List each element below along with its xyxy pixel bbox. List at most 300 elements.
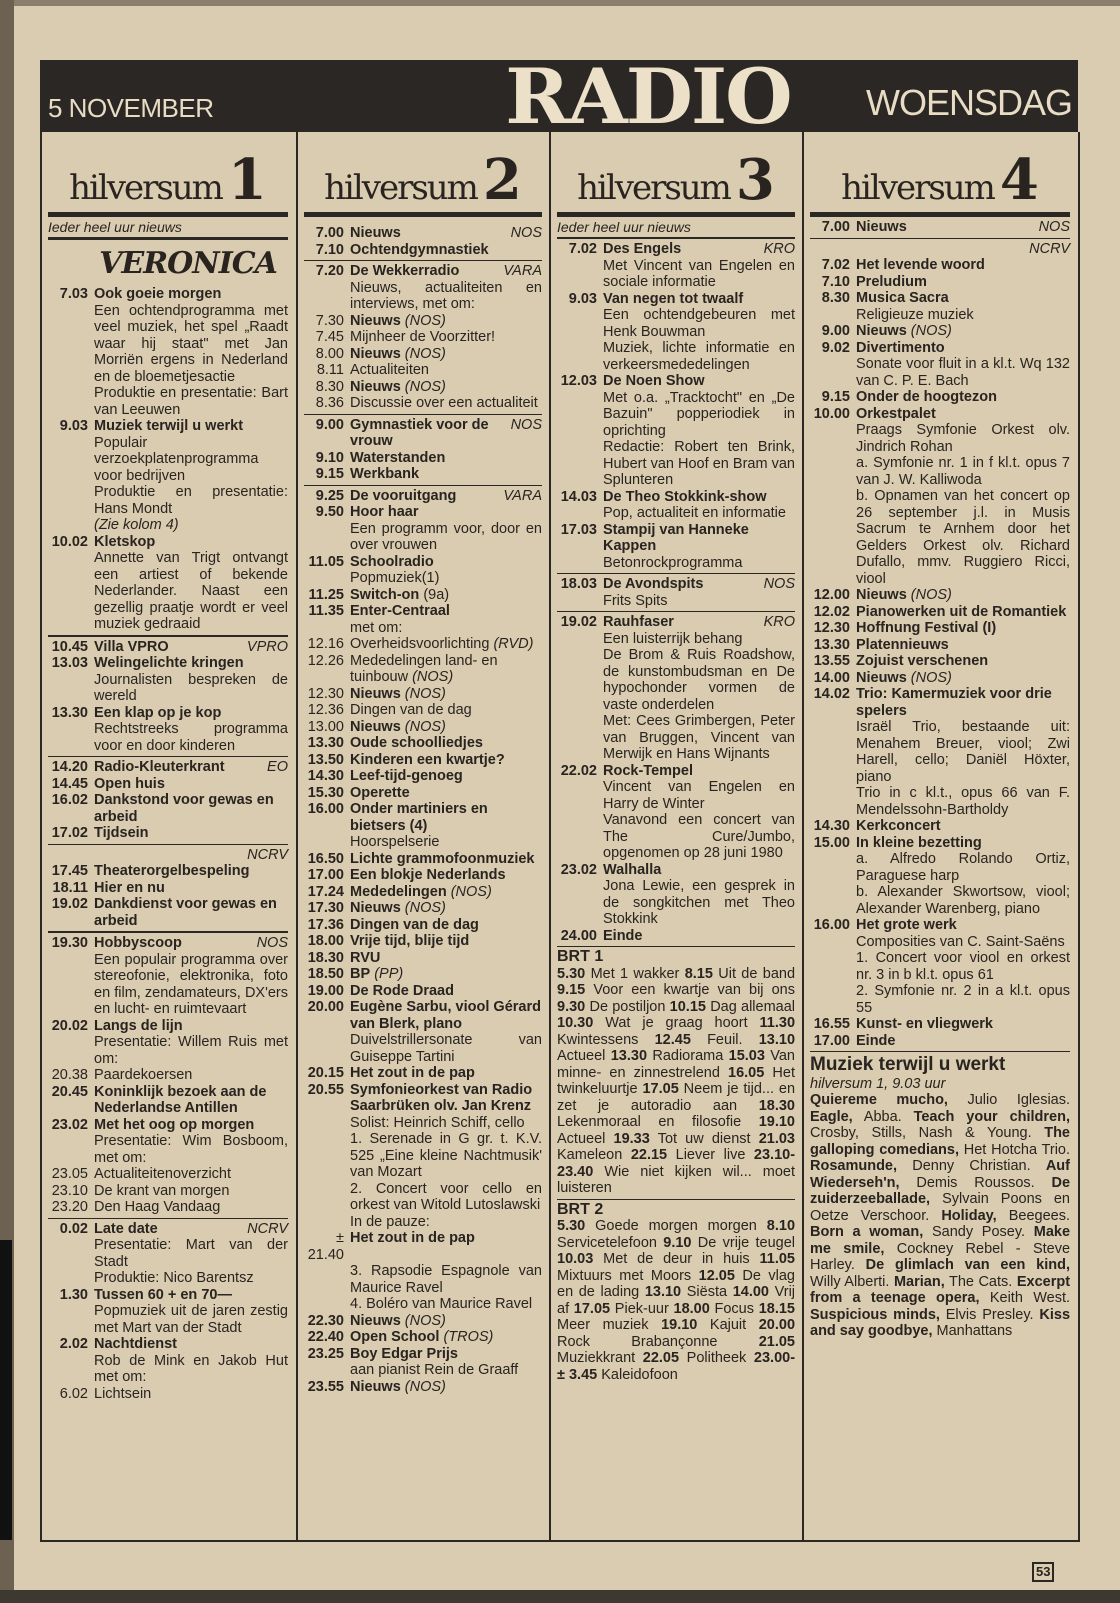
program-description: Duivelstrillersonate van Guiseppe Tartini — [350, 1032, 542, 1065]
program-description: Presentatie: Wim Bosboom, met om: — [94, 1133, 288, 1166]
program-title: Mijnheer de Voorzitter! — [350, 329, 496, 345]
brt-time: 22.05 — [642, 1350, 680, 1366]
program-description: Israël Trio, bestaande uit: Menahem Breuer, viool; Zwi Harell, cello; Daniël Höxter, piano — [856, 719, 1070, 785]
program-body — [856, 587, 1070, 604]
program-description: Muziek, lichte informatie en verkeersmededelingen — [603, 340, 795, 373]
program-broadcaster: (PP) — [374, 966, 404, 982]
program-time: 20.55 — [307, 1081, 344, 1098]
program-row — [304, 242, 542, 259]
program-body — [350, 851, 542, 868]
program-time: 2.02 — [59, 1336, 88, 1352]
box-heading: Muziek terwijl u werkt — [810, 1054, 1006, 1075]
program-time: 18.11 — [52, 879, 88, 896]
program-row — [48, 1067, 288, 1084]
brt-program: Actueel — [557, 1130, 606, 1147]
program-time: 9.15 — [315, 466, 344, 482]
program-broadcaster: (NOS) — [910, 669, 952, 686]
program-body — [94, 385, 288, 418]
program-body — [94, 776, 288, 793]
program-title: Hier en nu — [94, 879, 165, 896]
program-title: Villa VPRO — [94, 638, 169, 655]
broadcaster-label: NOS — [256, 935, 288, 951]
brt-program: Politheek — [686, 1350, 747, 1366]
song-artist: Keith West. — [989, 1290, 1070, 1306]
program-row — [48, 759, 288, 776]
program-body — [350, 225, 542, 242]
program-row — [810, 587, 1070, 604]
program-row — [810, 670, 1070, 687]
brt-program: Kwintessens — [557, 1031, 639, 1048]
program-time: 19.02 — [560, 614, 597, 630]
station-name: hilversum — [577, 168, 730, 208]
program-row — [810, 1016, 1070, 1033]
program-time: 23.20 — [51, 1199, 88, 1215]
program-body — [350, 263, 542, 313]
program-body — [350, 362, 542, 379]
program-time: 22.30 — [307, 1312, 344, 1329]
program-body — [94, 792, 288, 825]
brt-program: Vrij af — [557, 1284, 796, 1317]
brt-program: De vlag en de lading — [557, 1267, 796, 1300]
broadcaster-label: NOS — [510, 225, 542, 241]
program-time: 18.03 — [560, 576, 597, 592]
program-broadcaster: (TROS) — [443, 1329, 494, 1345]
program-body — [94, 534, 288, 633]
program-row — [48, 896, 288, 929]
program-title: Orkestpalet — [856, 405, 936, 422]
program-broadcaster: (NOS) — [412, 669, 454, 685]
program-body — [350, 867, 542, 884]
program-time: 7.30 — [315, 312, 344, 329]
program-title: Langs de lijn — [94, 1017, 183, 1034]
program-body — [856, 455, 1070, 488]
program-time: 12.03 — [560, 373, 597, 389]
program-body — [94, 1117, 288, 1167]
program-body — [350, 636, 542, 653]
program-time — [304, 1131, 350, 1181]
program-time: 20.38 — [51, 1067, 88, 1083]
program-time: 17.30 — [307, 900, 344, 916]
program-row — [810, 604, 1070, 621]
program-time: 14.30 — [813, 818, 850, 834]
song-title: Teach your children, — [913, 1108, 1070, 1125]
broadcaster-label: NOS — [763, 576, 795, 592]
program-row — [48, 418, 288, 484]
program-title: Onder martiniers en bietsers (4) — [350, 801, 488, 834]
broadcaster-label: NCRV — [1029, 240, 1070, 257]
program-title: Oude schoolliedjes — [350, 735, 483, 751]
program-body — [856, 290, 1070, 323]
program-body — [350, 504, 542, 554]
program-row — [557, 340, 795, 373]
program-broadcaster: (NOS) — [404, 312, 446, 329]
program-body — [603, 489, 795, 522]
program-time: ± 21.40 — [307, 1230, 344, 1263]
program-time: 12.26 — [307, 652, 344, 669]
program-body — [350, 768, 542, 785]
program-description: Populair verzoekplatenprogramma voor bedrijven — [94, 434, 259, 484]
program-row — [557, 812, 795, 862]
song-artist: Sylvain Poons en Oetze Verschoor. — [810, 1191, 1071, 1224]
program-body — [350, 329, 542, 346]
program-time — [304, 1214, 350, 1231]
program-description: Jona Lewie, een gesprek in de songkitchen met Theo Stokkink — [603, 878, 795, 927]
brt-program: Kajuit — [709, 1317, 747, 1333]
program-description: Vincent van Engelen en Harry de Winter — [603, 779, 795, 812]
program-description: Nieuws, actualiteiten en interviews, met om: — [350, 279, 542, 312]
program-title: De Noen Show — [603, 373, 705, 389]
program-time: 13.30 — [813, 636, 850, 653]
program-time: 9.03 — [568, 290, 597, 307]
program-body — [350, 702, 542, 719]
program-description: 1. Concert voor viool en orkest nr. 3 in b kl.t. opus 61 — [856, 950, 1070, 983]
program-description: met om: — [350, 619, 403, 636]
program-time: 11.25 — [308, 586, 344, 603]
program-body — [94, 1183, 288, 1200]
program-title: Tussen 60 + en 70— — [94, 1286, 232, 1303]
brt-program: Wat je graag hoort — [605, 1015, 748, 1031]
station-name: hilversum — [841, 168, 994, 208]
brt-time: 23.10-23.40 — [557, 1147, 796, 1180]
program-body — [603, 763, 795, 813]
program-title: Het zout in de pap — [350, 1230, 475, 1246]
program-broadcaster: (NOS) — [404, 378, 446, 395]
program-body — [603, 373, 795, 439]
program-description: Een luisterrijk behang — [603, 630, 743, 647]
program-time — [810, 488, 856, 587]
program-time: 13.55 — [813, 653, 850, 669]
page-bottom-edge — [0, 1590, 1120, 1603]
program-title: Dankstond voor gewas en arbeid — [94, 792, 274, 825]
program-row — [48, 776, 288, 793]
program-body — [94, 484, 288, 517]
station-header — [304, 132, 542, 217]
program-title: Nieuws — [350, 685, 401, 702]
program-title: De Wekkerradio — [350, 263, 460, 279]
program-body — [856, 340, 1070, 390]
program-time: 17.36 — [307, 916, 344, 933]
program-body — [94, 1084, 288, 1117]
station-number: 1 — [227, 147, 267, 213]
program-time: 13.00 — [307, 718, 344, 735]
brt-time: 9.10 — [663, 1234, 692, 1251]
broadcaster-label: NCRV — [247, 846, 288, 863]
program-description: Met o.a. „Tracktocht" en „De Bazuin" popperiodiek in oprichting — [603, 389, 795, 439]
program-description: 2. Symfonie nr. 2 in a kl.t. opus 55 — [856, 983, 1070, 1016]
song-title: Holiday, — [941, 1207, 997, 1224]
program-title: Overheidsvoorlichting — [350, 636, 490, 652]
program-row — [48, 534, 288, 633]
program-row — [304, 554, 542, 587]
program-time — [557, 647, 603, 713]
program-row — [304, 752, 542, 769]
program-time: 14.45 — [51, 775, 88, 792]
brt-program: Focus — [714, 1300, 754, 1317]
song-title: Kiss and say goodbye, — [810, 1306, 1071, 1339]
program-row — [810, 323, 1070, 340]
program-title: De Avondspits — [603, 576, 704, 592]
program-description: Rechtstreeks programma voor en door kinderen — [94, 721, 288, 754]
program-body — [94, 1336, 288, 1386]
program-title: De vooruitgang — [350, 487, 457, 504]
program-body — [856, 670, 1070, 687]
program-time: 16.50 — [307, 850, 344, 867]
program-row — [304, 225, 542, 242]
program-body — [350, 653, 542, 686]
song-artist: Het Hotcha Trio. — [963, 1141, 1071, 1158]
program-title: Nieuws — [350, 718, 401, 735]
brt-time: 18.00 — [673, 1300, 710, 1317]
program-row — [810, 686, 1070, 785]
station-number: 2 — [482, 147, 522, 213]
program-title: Enter-Centraal — [350, 603, 450, 619]
news-note: Ieder heel uur nieuws — [557, 219, 795, 239]
brt-program: De vrije teugel — [697, 1234, 795, 1251]
header-day: WOENSDAG — [865, 82, 1072, 123]
program-title: Een klap op je kop — [94, 704, 222, 721]
program-description: Religieuze muziek — [856, 306, 974, 323]
program-time: 7.20 — [315, 263, 344, 279]
program-title: Het zout in de pap — [350, 1065, 475, 1081]
program-time: 23.02 — [51, 1116, 88, 1133]
program-body — [350, 242, 542, 259]
program-row — [48, 1117, 288, 1167]
broadcaster-label: NCRV — [247, 1220, 288, 1237]
program-row — [304, 884, 542, 901]
program-time: 1.30 — [59, 1286, 88, 1303]
brt-time: 12.45 — [654, 1031, 691, 1048]
broadcaster-label: VARA — [503, 487, 542, 504]
program-broadcaster: (NOS) — [404, 685, 446, 702]
program-time: 23.25 — [307, 1345, 344, 1362]
program-row — [48, 1287, 288, 1337]
brt-program: Voor een kwartje van bij ons — [593, 982, 795, 998]
program-time: 12.00 — [813, 587, 850, 603]
program-time: 10.02 — [51, 533, 88, 550]
brt-time: 22.15 — [630, 1147, 668, 1163]
program-broadcaster: (NOS) — [404, 718, 446, 735]
program-row — [557, 928, 795, 945]
program-body — [94, 639, 288, 656]
program-broadcaster: (NOS) — [450, 883, 492, 900]
program-row — [810, 257, 1070, 274]
program-time: 16.00 — [307, 801, 344, 817]
program-body — [350, 346, 542, 363]
program-row — [810, 219, 1070, 236]
brt-time: 9.30 — [557, 998, 586, 1015]
brt-program: Lekenmoraal en filosofie — [557, 1114, 742, 1130]
brt2-schedule — [557, 1202, 795, 1384]
program-body — [856, 818, 1070, 835]
program-time — [48, 484, 94, 517]
program-description: Redactie: Robert ten Brink, Hubert van Hoof en Bram van Splunteren — [603, 439, 795, 488]
program-time: 13.30 — [51, 704, 88, 721]
program-time: 9.00 — [315, 416, 344, 433]
program-body — [856, 637, 1070, 654]
program-time: 7.03 — [59, 286, 88, 302]
brt-time: 20.00 — [758, 1317, 796, 1333]
program-title: Nieuws — [350, 378, 401, 395]
brt-time: 11.30 — [759, 1015, 796, 1031]
program-body — [94, 1018, 288, 1068]
program-body — [350, 1230, 542, 1263]
program-description: Presentatie: Mart van der Stadt — [94, 1237, 288, 1270]
program-description: Popmuziek uit de jaren zestig met Mart van der Stadt — [94, 1303, 288, 1336]
box-subheading: hilversum 1, 9.03 uur — [810, 1076, 946, 1092]
program-body — [350, 966, 542, 983]
program-body — [856, 323, 1070, 340]
station-header — [810, 132, 1070, 217]
program-time — [48, 385, 94, 418]
song-title: Eagle, — [810, 1108, 853, 1125]
program-broadcaster: (NOS) — [404, 1378, 446, 1395]
program-description: Composities van C. Saint-Saëns — [856, 933, 1065, 950]
program-time: 17.00 — [307, 867, 344, 883]
program-time: 7.02 — [821, 257, 850, 273]
program-row — [557, 439, 795, 489]
program-title: BP — [350, 966, 371, 982]
program-row — [304, 329, 542, 346]
song-title: De glimlach van een kind, — [865, 1257, 1070, 1273]
program-row — [304, 983, 542, 1000]
program-title: Dankdienst voor gewas en arbeid — [94, 896, 277, 929]
brt-program: Mixtuurs met Moors — [557, 1267, 692, 1284]
program-body — [94, 1199, 288, 1216]
program-description: 4. Boléro van Maurice Ravel — [350, 1296, 533, 1312]
program-title: Van negen tot twaalf — [603, 290, 744, 307]
program-row — [48, 1166, 288, 1183]
program-body — [94, 705, 288, 755]
program-time: 19.02 — [51, 896, 88, 912]
program-row — [48, 825, 288, 842]
program-row — [810, 785, 1070, 818]
program-title: Mededelingen land- en tuinbouw — [350, 652, 498, 685]
song-title: The galloping comedians, — [810, 1125, 1070, 1158]
program-broadcaster: (NOS) — [404, 1312, 446, 1329]
song-title: De zuiderzeeballade, — [810, 1174, 1071, 1207]
program-row — [810, 620, 1070, 637]
program-title: Rauhfaser — [603, 614, 674, 630]
program-body — [94, 935, 288, 1018]
program-time — [810, 950, 856, 983]
program-row — [304, 1082, 542, 1132]
program-description: Vanavond een concert van The Cure/Jumbo, opgenomen op 28 juni 1980 — [603, 812, 795, 861]
program-title: Hoffnung Festival (I) — [856, 620, 997, 636]
program-row — [304, 686, 542, 703]
song-title: Excerpt from a teenage opera, — [810, 1273, 1071, 1306]
program-description: Een populair programma over stereofonie, elektronika, foto en film, zendamateurs, DX'ers en lucht- en ruimtevaart — [94, 951, 288, 1017]
program-body — [856, 406, 1070, 456]
program-row — [304, 867, 542, 884]
program-body — [94, 1287, 288, 1337]
brt-program: Neem je tijd... en zet je autoradio aan — [557, 1081, 796, 1114]
program-title: Waterstanden — [350, 449, 446, 466]
program-row — [304, 1214, 542, 1231]
program-body — [603, 291, 795, 341]
program-description: Annette van Trigt ontvangt een artiest of bekende Nederlander. Naast een gezellig praatje wordt er veel muziek gedraaid — [94, 550, 288, 632]
news-note: Ieder heel uur nieuws — [48, 219, 288, 240]
program-row — [304, 395, 542, 412]
program-row — [304, 933, 542, 950]
program-time: 23.02 — [560, 861, 597, 878]
page-index-tab — [0, 1240, 12, 1540]
program-row — [304, 653, 542, 686]
brt-time: 17.05 — [642, 1081, 679, 1097]
program-row — [810, 950, 1070, 983]
program-time: 14.03 — [560, 488, 597, 505]
program-title: Zojuist verschenen — [856, 653, 989, 669]
brt-time: 15.03 — [728, 1048, 765, 1064]
program-row — [48, 863, 288, 880]
song-artist: Elvis Presley. — [945, 1306, 1034, 1323]
program-title: In kleine bezetting — [856, 834, 982, 851]
program-title: Walhalla — [603, 861, 662, 878]
program-time: 20.02 — [51, 1017, 88, 1034]
program-description: Presentatie: Willem Ruis met om: — [94, 1034, 288, 1067]
program-title: Kerkconcert — [856, 818, 941, 834]
program-time: 9.25 — [315, 487, 344, 504]
brt1-heading: BRT 1 — [557, 948, 604, 965]
program-time — [304, 1296, 350, 1313]
program-body — [94, 880, 288, 897]
program-title: Nieuws — [856, 587, 907, 603]
program-body — [94, 863, 288, 880]
program-time: 18.50 — [307, 966, 344, 982]
program-time: 12.30 — [813, 620, 850, 636]
program-time — [48, 1270, 94, 1287]
program-description: Betonrockprogramma — [603, 554, 743, 571]
brt-time: 16.05 — [728, 1064, 765, 1081]
brt-time: 18.15 — [758, 1300, 795, 1317]
program-body — [94, 1221, 288, 1271]
brt-time: 10.03 — [557, 1251, 594, 1267]
program-body — [350, 1379, 542, 1396]
program-body — [603, 576, 795, 609]
program-title: Radio-Kleuterkrant — [94, 759, 225, 775]
program-body — [350, 917, 542, 934]
program-row — [557, 862, 795, 928]
program-title: Met het oog op morgen — [94, 1116, 255, 1133]
program-title: De krant van morgen — [94, 1182, 230, 1199]
program-body — [94, 418, 288, 484]
program-description: a. Alfredo Rolando Ortiz, Paraguese harp — [856, 851, 1070, 884]
broadcaster-label: VARA — [503, 263, 542, 279]
program-body — [856, 488, 1070, 587]
broadcaster-label: KRO — [763, 614, 795, 630]
program-row — [304, 417, 542, 450]
program-body — [856, 950, 1070, 983]
program-title: Nieuws — [856, 669, 907, 686]
brt-time: 10.15 — [669, 998, 706, 1015]
program-description: Pop, actualiteit en informatie — [603, 505, 786, 521]
program-title: Nieuws — [350, 345, 401, 362]
program-body — [856, 604, 1070, 621]
program-time: 9.00 — [821, 323, 850, 339]
brt-time: 5.30 — [557, 965, 586, 982]
song-artist: Denny Christian. — [912, 1158, 1031, 1174]
program-body — [350, 950, 542, 967]
program-title: Mededelingen — [350, 883, 447, 900]
program-row — [557, 763, 795, 813]
program-row — [48, 484, 288, 517]
brt-program: Uit de band — [718, 965, 796, 982]
program-title: Actualiteiten — [350, 362, 429, 378]
song-title: Make me smile, — [810, 1224, 1071, 1257]
station-number: 3 — [735, 147, 775, 213]
brt-time: 19.33 — [613, 1130, 650, 1147]
program-time: 18.00 — [307, 933, 344, 949]
song-artist: Sandy Posey. — [931, 1224, 1026, 1240]
